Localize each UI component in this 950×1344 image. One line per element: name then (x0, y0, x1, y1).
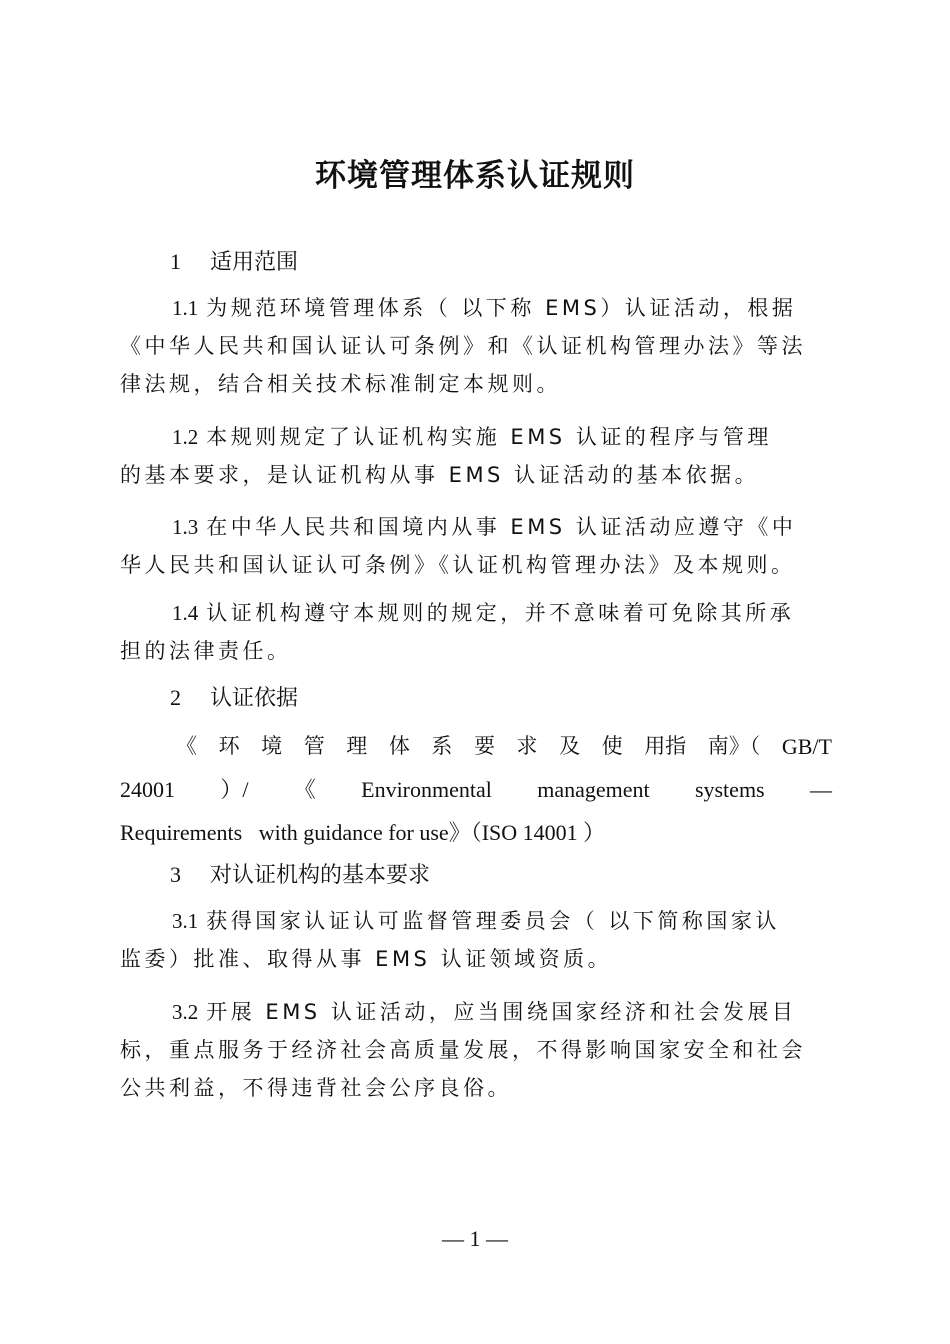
clause-1-4 (120, 594, 832, 670)
clause-text-line: 标，重点服务于经济社会高质量发展，不得影响国家安全和社会 (120, 1038, 806, 1062)
clause-number: 1.3 (172, 515, 199, 539)
clause-text-line: 为规范环境管理体系（ 以下称 EMS）认证活动，根据 (206, 296, 797, 320)
reference-line: Requirements with guidance for use》（ISO 14001 ） (120, 820, 606, 845)
section-title: 对认证机构的基本要求 (210, 863, 431, 888)
section-number: 3 (170, 862, 181, 887)
clause-1-1 (120, 289, 832, 403)
clause-number: 1.4 (172, 601, 199, 625)
section-title: 认证依据 (210, 686, 299, 711)
section-number: 2 (170, 685, 181, 710)
clause-text-line: 认证机构遵守本规则的规定，并不意味着可免除其所承 (206, 601, 795, 625)
clause-3-2 (120, 993, 832, 1107)
section-heading-1 (170, 244, 298, 281)
clause-text-line: 的基本要求，是认证机构从事 EMS 认证活动的基本依据。 (120, 463, 760, 487)
clause-number: 1.2 (172, 425, 199, 449)
section-heading-3 (170, 857, 430, 894)
section-title: 适用范围 (210, 250, 299, 275)
clause-text-line: 监委）批准、取得从事 EMS 认证领域资质。 (120, 947, 613, 971)
clause-text-line: 本规则规定了认证机构实施 EMS 认证的程序与管理 (206, 425, 772, 449)
clause-number: 1.1 (172, 296, 199, 320)
clause-text-line: 华人民共和国认证认可条例》《认证机构管理办法》及本规则。 (120, 553, 796, 577)
document-title: 环境管理体系认证规则 (315, 158, 635, 194)
clause-text-line: 担的法律责任。 (120, 639, 292, 663)
clause-text-line: 律法规，结合相关技术标准制定本规则。 (120, 372, 561, 396)
clause-number: 3.2 (172, 1000, 199, 1024)
section-heading-2 (170, 680, 298, 717)
page-number: — 1 — (442, 1226, 508, 1251)
section-number: 1 (170, 249, 181, 274)
clause-text-line: 获得国家认证认可监督管理委员会（ 以下简称国家认 (206, 909, 780, 933)
clause-3-1 (120, 902, 832, 978)
clause-number: 3.1 (172, 909, 199, 933)
standard-reference (120, 725, 832, 854)
clause-text-line: 《中华人民共和国认证认可条例》和《认证机构管理办法》等法 (120, 334, 806, 358)
clause-1-2 (120, 418, 832, 494)
clause-1-3 (120, 508, 832, 584)
clause-text-line: 开展 EMS 认证活动，应当围绕国家经济和社会发展目 (206, 1000, 797, 1024)
clause-text-line: 在中华人民共和国境内从事 EMS 认证活动应遵守《中 (206, 515, 797, 539)
reference-line: 《 环 境 管 理 体 系 要 求 及 使 用指 南》（ GB/T (176, 734, 832, 759)
reference-line: 24001 ）/ 《 Environmental management systems — (120, 777, 832, 802)
clause-text-line: 公共利益，不得违背社会公序良俗。 (120, 1076, 512, 1100)
